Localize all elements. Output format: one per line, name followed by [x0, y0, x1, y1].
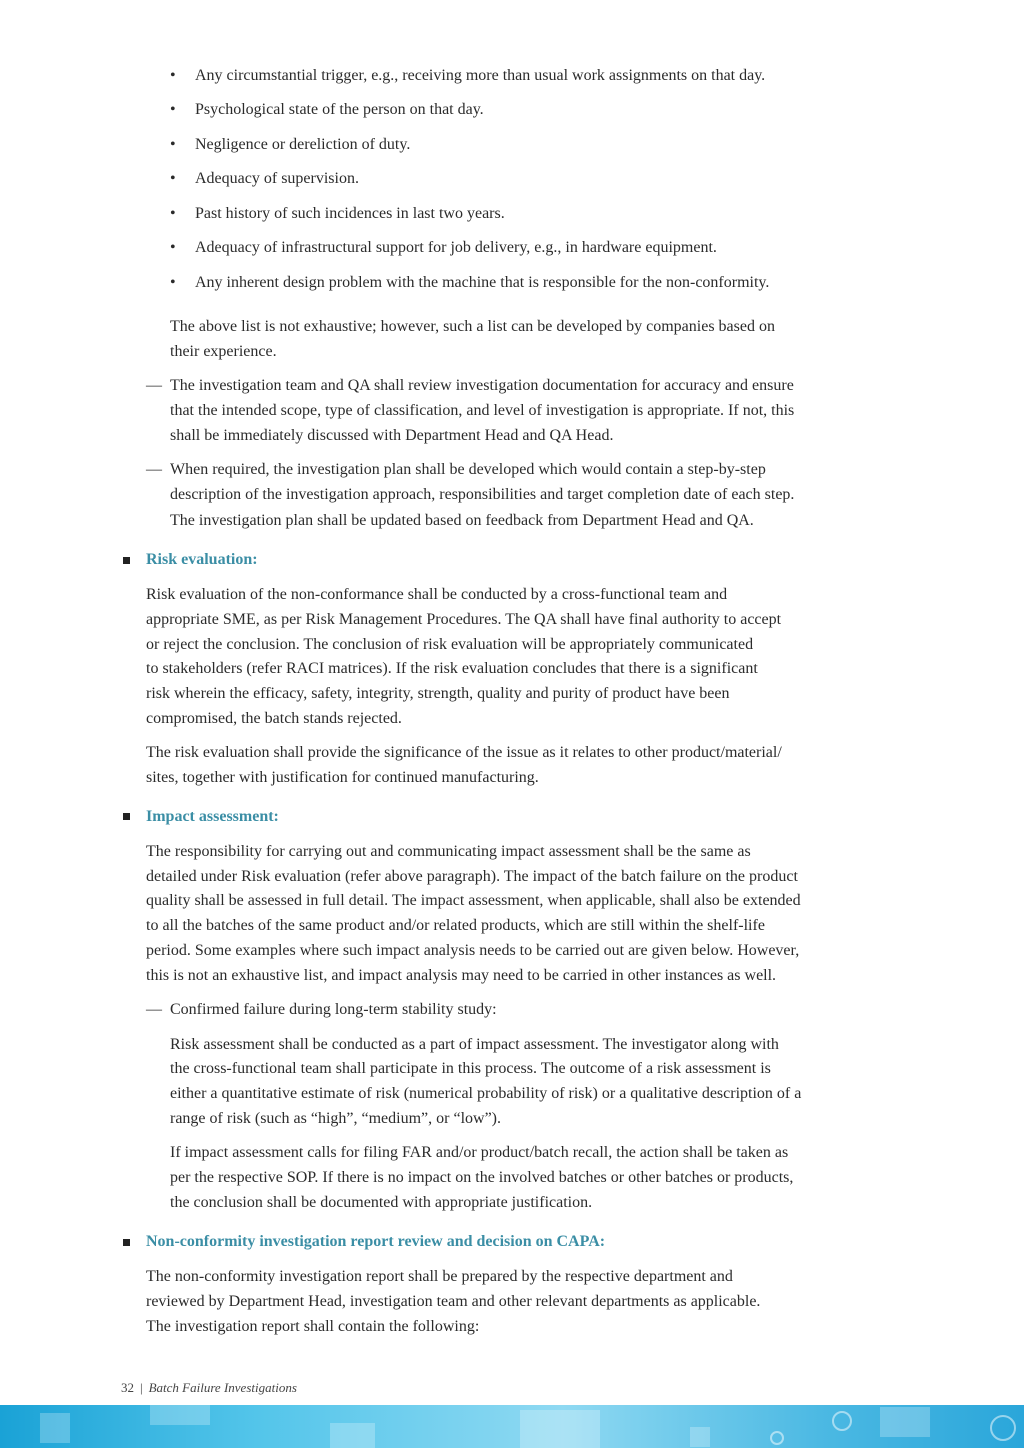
square-bullet-icon	[123, 557, 130, 564]
bullet-dot: •	[170, 205, 176, 222]
impact-para-line: period. Some examples where such impact analysis needs to be carried out are given below. However,	[146, 942, 800, 959]
page-footer	[121, 1380, 297, 1396]
impact-sub-line: range of risk (such as “high”, “medium”, or “low”).	[170, 1110, 501, 1127]
impact-dash-item: Confirmed failure during long-term stability study:	[170, 1001, 497, 1018]
bullet-item: Any inherent design problem with the machine that is responsible for the non-conformity.	[195, 274, 770, 291]
bullet-item: Past history of such incidences in last two years.	[195, 205, 505, 222]
bullet-item: Any circumstantial trigger, e.g., receiving more than usual work assignments on that day.	[195, 67, 766, 84]
risk-para-line: compromised, the batch stands rejected.	[146, 710, 402, 727]
impact-sub-line: the conclusion shall be documented with appropriate justification.	[170, 1194, 593, 1211]
risk-para-line: appropriate SME, as per Risk Management Procedures. The QA shall have final authority to accept	[146, 611, 782, 628]
bullet-dot: •	[170, 136, 176, 153]
impact-sub-line: per the respective SOP. If there is no impact on the involved batches or other batches or products,	[170, 1169, 794, 1186]
report-para-line: The non-conformity investigation report shall be prepared by the respective department and	[146, 1268, 733, 1285]
decor-tile	[150, 1405, 210, 1425]
bullet-item: Negligence or dereliction of duty.	[195, 136, 411, 153]
dash-item-line: description of the investigation approach, responsibilities and target completion date of each step.	[170, 486, 795, 503]
bullet-dot: •	[170, 67, 176, 84]
risk-para-line: or reject the conclusion. The conclusion of risk evaluation will be appropriately communicated	[146, 636, 754, 653]
dash-item-line: When required, the investigation plan shall be developed which would contain a step-by-step	[170, 461, 766, 478]
decor-tile	[330, 1423, 375, 1448]
impact-para-line: quality shall be assessed in full detail. The impact assessment, when applicable, shall also be extended	[146, 892, 801, 909]
decor-tile	[880, 1407, 930, 1437]
risk-para-line: The risk evaluation shall provide the significance of the issue as it relates to other product/material/	[146, 744, 782, 761]
bullet-item: Psychological state of the person on that day.	[195, 101, 484, 118]
risk-para-line: to stakeholders (refer RACI matrices). If the risk evaluation concludes that there is a significant	[146, 660, 758, 677]
square-bullet-icon	[123, 813, 130, 820]
report-para-line: The investigation report shall contain the following:	[146, 1318, 480, 1335]
decor-tile	[40, 1413, 70, 1443]
risk-para-line: Risk evaluation of the non-conformance shall be conducted by a cross-functional team and	[146, 586, 728, 603]
bullet-dot: •	[170, 274, 176, 291]
dash-marker: —	[146, 377, 162, 394]
page-number: 32	[121, 1380, 134, 1395]
section-heading-impact: Impact assessment:	[146, 808, 279, 825]
decor-tile	[690, 1427, 710, 1447]
list-note-line: their experience.	[170, 343, 277, 360]
dash-item-line: The investigation team and QA shall review investigation documentation for accuracy and ensure	[170, 377, 794, 394]
dash-item-line: shall be immediately discussed with Department Head and QA Head.	[170, 427, 614, 444]
risk-para-line: risk wherein the efficacy, safety, integrity, strength, quality and purity of product have been	[146, 685, 730, 702]
section-heading-risk: Risk evaluation:	[146, 551, 258, 568]
decor-ring-icon	[832, 1411, 852, 1431]
bullet-item: Adequacy of supervision.	[195, 170, 359, 187]
risk-para-line: sites, together with justification for continued manufacturing.	[146, 769, 539, 786]
impact-para-line: this is not an exhaustive list, and impact analysis may need to be carried in other instances as well.	[146, 967, 777, 984]
footer-decorative-band	[0, 1405, 1024, 1448]
impact-sub-line: If impact assessment calls for filing FAR and/or product/batch recall, the action shall be taken as	[170, 1144, 789, 1161]
bullet-item: Adequacy of infrastructural support for job delivery, e.g., in hardware equipment.	[195, 239, 717, 256]
bullet-dot: •	[170, 101, 176, 118]
impact-para-line: to all the batches of the same product and/or related products, which are still within the shelf-life	[146, 917, 765, 934]
impact-sub-line: the cross-functional team shall participate in this process. The outcome of a risk assessment is	[170, 1060, 771, 1077]
report-para-line: reviewed by Department Head, investigation team and other relevant departments as applicable.	[146, 1293, 761, 1310]
square-bullet-icon	[123, 1239, 130, 1246]
dash-item-line: The investigation plan shall be updated based on feedback from Department Head and QA.	[170, 512, 754, 529]
bullet-dot: •	[170, 170, 176, 187]
dash-marker: —	[146, 461, 162, 478]
impact-para-line: detailed under Risk evaluation (refer above paragraph). The impact of the batch failure on the product	[146, 868, 798, 885]
impact-sub-line: Risk assessment shall be conducted as a part of impact assessment. The investigator along with	[170, 1036, 779, 1053]
bullet-dot: •	[170, 239, 176, 256]
dash-marker: —	[146, 1001, 162, 1018]
impact-sub-line: either a quantitative estimate of risk (numerical probability of risk) or a qualitative description of a	[170, 1085, 802, 1102]
decor-tile	[520, 1410, 600, 1448]
list-note-line: The above list is not exhaustive; however, such a list can be developed by companies based on	[170, 318, 775, 335]
footer-title: Batch Failure Investigations	[148, 1380, 297, 1395]
decor-ring-icon	[770, 1431, 784, 1445]
impact-para-line: The responsibility for carrying out and communicating impact assessment shall be the same as	[146, 843, 751, 860]
footer-separator: |	[140, 1380, 143, 1395]
decor-ring-icon	[990, 1415, 1016, 1441]
dash-item-line: that the intended scope, type of classification, and level of investigation is appropriate. If not, this	[170, 402, 795, 419]
section-heading-report: Non-conformity investigation report review and decision on CAPA:	[146, 1233, 606, 1250]
